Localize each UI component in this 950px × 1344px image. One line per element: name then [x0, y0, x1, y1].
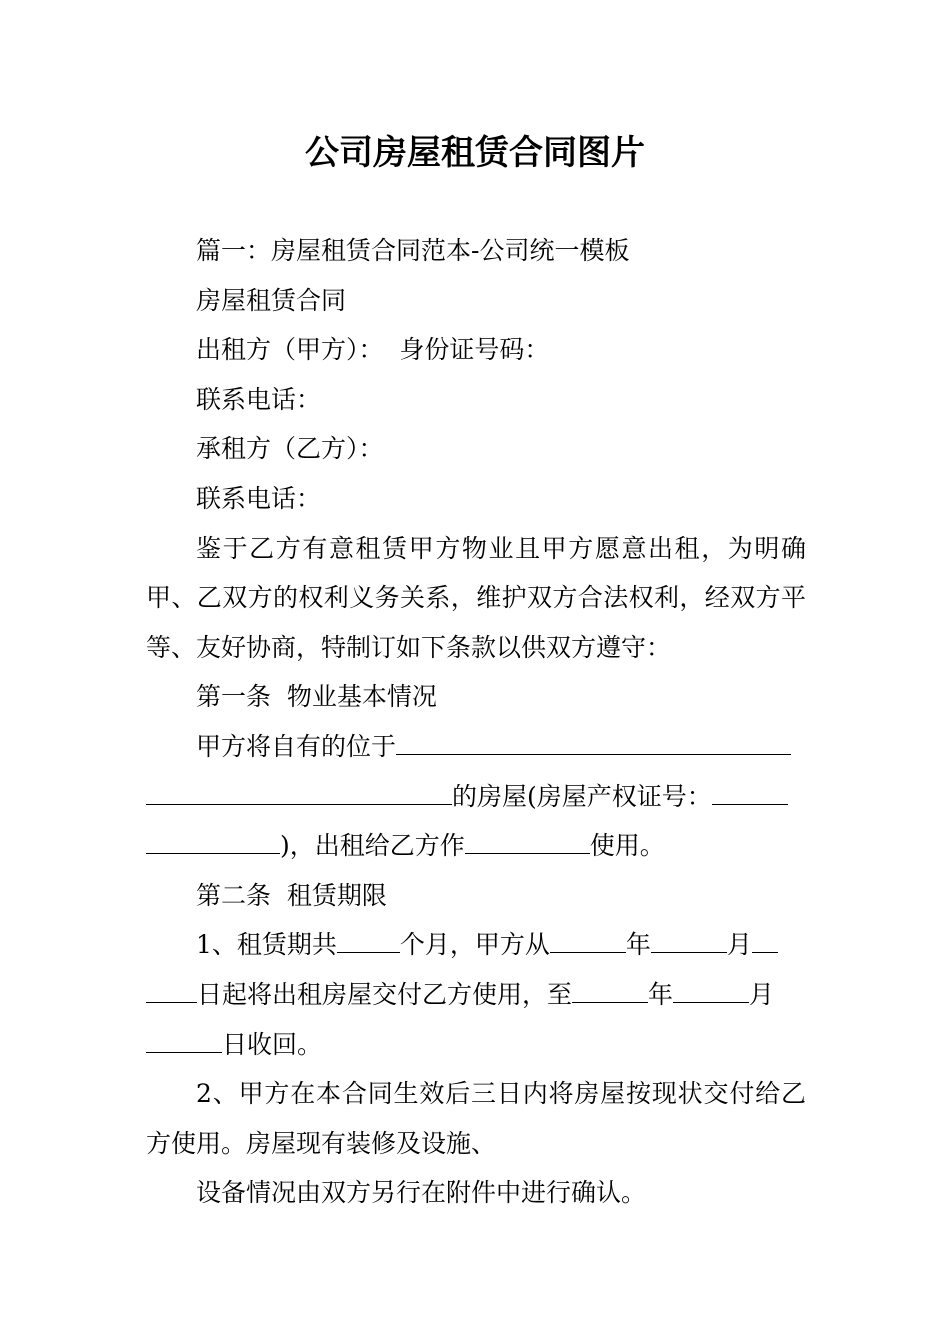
deed-number-blank-cont	[146, 829, 280, 854]
term-line-2	[146, 970, 806, 1020]
start-month-blank	[651, 928, 727, 953]
document-title: 公司房屋租赁合同图片	[305, 133, 645, 173]
term-text: 年	[648, 979, 674, 1009]
article-1-line-2	[146, 772, 806, 822]
article-1-line-3	[146, 821, 806, 871]
term-text: 1、租赁期共	[196, 930, 337, 960]
article-1-text: 甲方将自有的位于	[196, 731, 397, 761]
clause-2-continuation: 设备情况由双方另行在附件中进行确认。	[196, 1178, 647, 1208]
contract-name: 房屋租赁合同	[196, 285, 347, 315]
lessee-line: 承租方（乙方）：	[196, 434, 384, 464]
preamble-paragraph: 鉴于乙方有意租赁甲方物业且甲方愿意出租，为明确甲、乙双方的权利义务关系，维护双方合法权利，经双方平等、友好协商，特制订如下条款以供双方遵守：	[146, 533, 806, 662]
months-blank	[337, 928, 400, 953]
article-2-heading: 第二条 租赁期限	[196, 880, 387, 910]
term-line-3	[146, 1020, 806, 1070]
term-text: 月	[726, 930, 752, 960]
lessor-line: 出租方（甲方）： 身份证号码：	[196, 335, 550, 365]
term-text: 年	[625, 930, 651, 960]
usage-blank	[465, 829, 590, 854]
article-1-text: )，出租给乙方作	[280, 831, 465, 861]
term-text: 日收回。	[222, 1029, 323, 1059]
lessee-phone-line: 联系电话：	[196, 483, 322, 513]
end-year-blank	[572, 978, 648, 1003]
start-day-blank	[752, 928, 778, 953]
start-year-blank	[550, 928, 626, 953]
clause-2-paragraph: 2、甲方在本合同生效后三日内将房屋按现状交付给乙方使用。房屋现有装修及设施、	[146, 1079, 806, 1158]
section-heading: 篇一：房屋租赁合同范本-公司统一模板	[196, 236, 630, 265]
document-body	[146, 226, 806, 1218]
term-text: 日起将出租房屋交付乙方使用，至	[197, 979, 573, 1009]
location-blank	[396, 730, 791, 755]
location-blank-cont	[146, 780, 452, 805]
lessor-phone-line: 联系电话：	[196, 384, 322, 414]
end-day-blank	[146, 1028, 222, 1053]
article-1-heading: 第一条 物业基本情况	[196, 682, 437, 712]
term-text: 个月，甲方从	[399, 930, 550, 960]
article-1-line-1	[146, 722, 806, 772]
end-month-blank	[673, 978, 749, 1003]
deed-number-blank	[712, 780, 788, 805]
article-1-text: 的房屋(房屋产权证号：	[452, 781, 712, 811]
term-text: 月	[749, 979, 775, 1009]
article-1-text: 使用。	[589, 831, 665, 861]
term-line-1	[146, 920, 806, 970]
start-day-blank-cont	[146, 978, 197, 1003]
